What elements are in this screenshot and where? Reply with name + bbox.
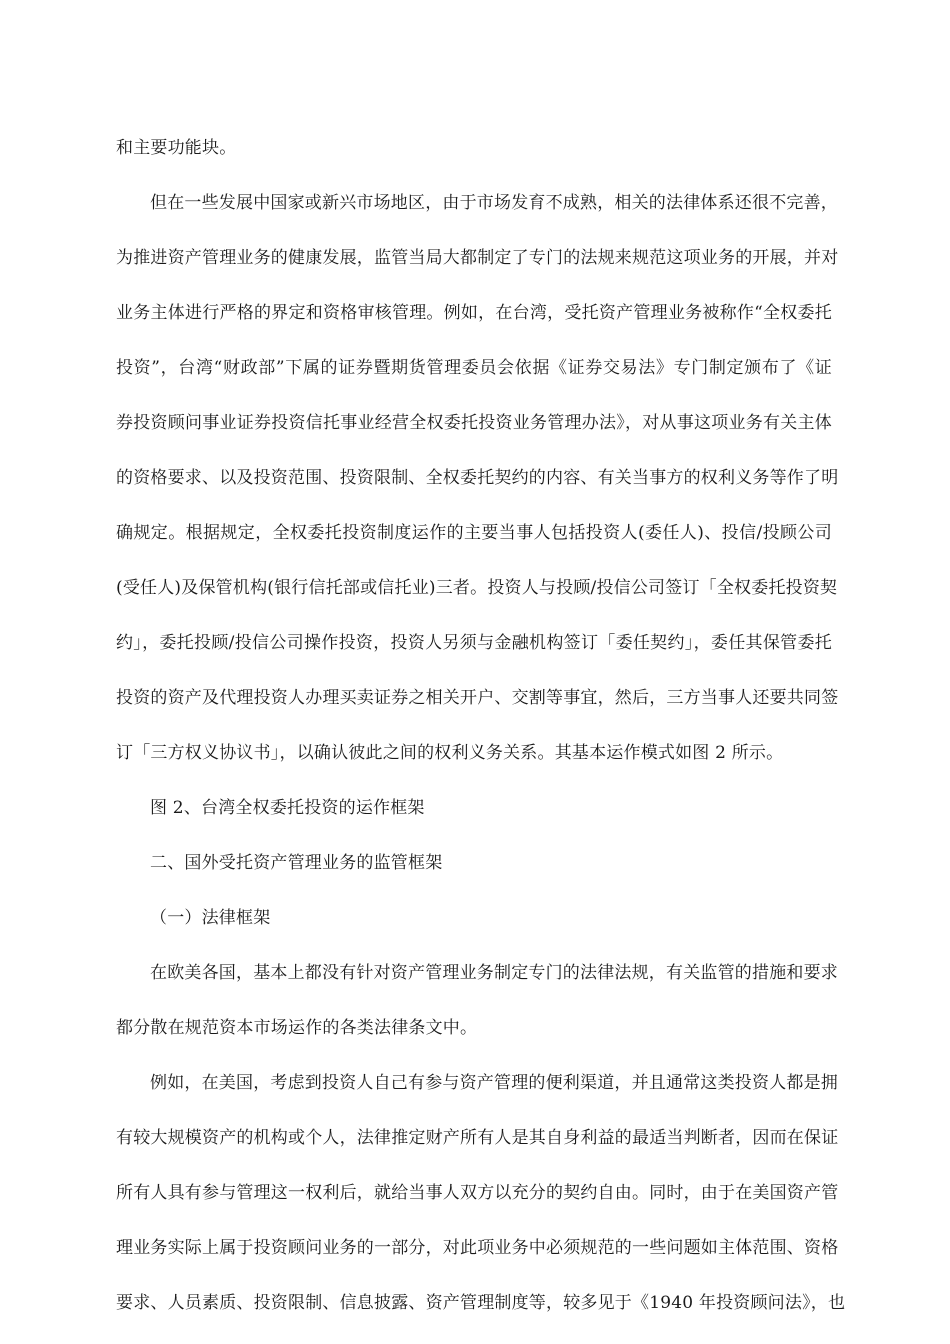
section-heading: 二、国外受托资产管理业务的监管框架: [150, 853, 443, 873]
paragraph-line: 有较大规模资产的机构或个人，法律推定财产所有人是其自身利益的最适当判断者，因而在保证: [116, 1128, 839, 1148]
paragraph-line: 和主要功能块。: [116, 138, 237, 158]
paragraph-line: 投资的资产及代理投资人办理买卖证券之相关开户、交割等事宜，然后，三方当事人还要共同签: [116, 688, 839, 708]
paragraph-line: 为推进资产管理业务的健康发展，监管当局大都制定了专门的法规来规范这项业务的开展，并对: [116, 248, 839, 268]
figure-caption: 图 2、台湾全权委托投资的运作框架: [150, 798, 425, 818]
paragraph-line: 所有人具有参与管理这一权利后，就给当事人双方以充分的契约自由。同时，由于在美国资产管: [116, 1183, 839, 1203]
paragraph-line: 理业务实际上属于投资顾问业务的一部分，对此项业务中必须规范的一些问题如主体范围、资格: [116, 1238, 839, 1258]
paragraph-line: 的资格要求、以及投资范围、投资限制、全权委托契约的内容、有关当事方的权利义务等作了明: [116, 468, 839, 488]
paragraph-line: 投资”，台湾“财政部”下属的证券暨期货管理委员会依据《证券交易法》专门制定颁布了《证: [116, 358, 832, 378]
document-body: [116, 130, 846, 1321]
paragraph-line: 业务主体进行严格的界定和资格审核管理。例如，在台湾，受托资产管理业务被称作“全权委托: [116, 303, 832, 323]
paragraph-line: (受任人)及保管机构(银行信托部或信托业)三者。投资人与投顾/投信公司签订「全权委托投资契: [116, 578, 838, 598]
paragraph-line: 都分散在规范资本市场运作的各类法律条文中。: [116, 1018, 478, 1038]
paragraph-line: 确规定。根据规定，全权委托投资制度运作的主要当事人包括投资人(委任人)、投信/投顾公司: [116, 523, 832, 543]
paragraph-line: 在欧美各国，基本上都没有针对资产管理业务制定专门的法律法规，有关监管的措施和要求: [150, 963, 838, 983]
paragraph-line: 订「三方权义协议书」，以确认彼此之间的权利义务关系。其基本运作模式如图 2 所示。: [116, 743, 784, 763]
paragraph-line: 券投资顾问事业证券投资信托事业经营全权委托投资业务管理办法》，对从事这项业务有关主体: [116, 413, 832, 433]
paragraph-line: 但在一些发展中国家或新兴市场地区，由于市场发育不成熟，相关的法律体系还很不完善，: [150, 193, 838, 213]
paragraph-line: 要求、人员素质、投资限制、信息披露、资产管理制度等，较多见于《1940 年投资顾问法》，也: [116, 1293, 846, 1313]
paragraph-line: 约」，委托投顾/投信公司操作投资，投资人另须与金融机构签订「委任契约」，委任其保管委托: [116, 633, 832, 653]
paragraph-line: 例如，在美国，考虑到投资人自己有参与资产管理的便利渠道，并且通常这类投资人都是拥: [150, 1073, 838, 1093]
subsection-heading: （一）法律框架: [150, 908, 271, 928]
